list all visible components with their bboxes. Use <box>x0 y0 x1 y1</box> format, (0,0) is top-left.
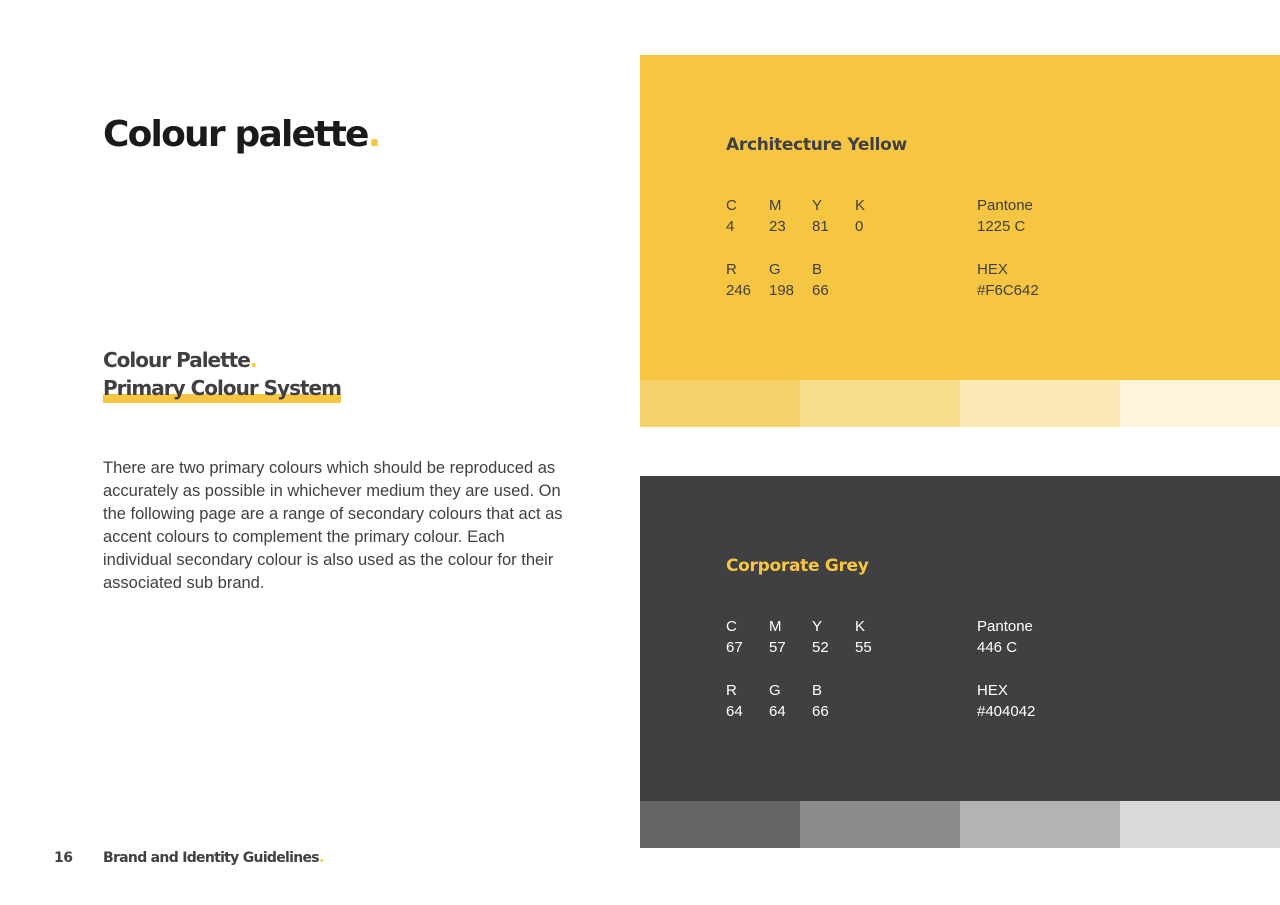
spec-label: G <box>769 682 781 699</box>
spec-cmyk-y <box>812 195 829 237</box>
spec-value: 81 <box>812 218 829 235</box>
section-heading-dot: . <box>249 348 257 372</box>
tint-swatch-60 <box>800 380 960 427</box>
spec-value: 52 <box>812 639 829 656</box>
spec-label: R <box>726 682 737 699</box>
spec-value: 246 <box>726 282 752 299</box>
swatch-main-block <box>640 476 1280 801</box>
tint-strip <box>640 801 1280 848</box>
page-number: 16 <box>54 850 73 866</box>
spec-cmyk-c <box>726 616 743 658</box>
spec-label: B <box>812 261 823 278</box>
tint-swatch-80 <box>640 801 800 848</box>
tint-swatch-80 <box>640 380 800 427</box>
page-title-text: Colour palette <box>103 114 368 155</box>
swatch-name: Architecture Yellow <box>726 135 907 155</box>
tint-swatch-20 <box>1120 801 1280 848</box>
spec-cmyk-m <box>769 195 786 237</box>
spec-rgb-g <box>769 680 786 722</box>
swatch-card-architecture-yellow <box>640 55 1280 427</box>
spec-label: C <box>726 618 737 635</box>
spec-value: 23 <box>769 218 786 235</box>
swatch-card-corporate-grey <box>640 476 1280 848</box>
spec-cmyk-y <box>812 616 829 658</box>
spec-label: M <box>769 197 782 214</box>
spec-label: HEX <box>977 261 1008 278</box>
spec-value: 57 <box>769 639 786 656</box>
spec-rgb-r <box>726 680 743 722</box>
spec-value: 66 <box>812 703 829 720</box>
spec-pantone <box>977 195 1033 237</box>
tint-swatch-20 <box>1120 380 1280 427</box>
spec-value: 0 <box>855 218 864 235</box>
spec-value: 1225 C <box>977 218 1026 235</box>
spec-label: HEX <box>977 682 1008 699</box>
spec-hex <box>977 259 1039 301</box>
intro-paragraph: There are two primary colours which should be reproduced as accurately as possible in whichever medium they are used. On the following page are a range of secondary colours that act as accent colours to complement the primary colour. Each individual secondary colour is also used as the colour for their associated sub brand. <box>103 459 563 592</box>
swatch-main-block <box>640 55 1280 380</box>
spec-label: Y <box>812 197 823 214</box>
footer-label-text: Brand and Identity Guidelines <box>103 850 319 866</box>
tint-swatch-40 <box>960 801 1120 848</box>
spec-label: K <box>855 197 866 214</box>
spec-cmyk-k <box>855 616 872 658</box>
section-heading-line1 <box>103 346 341 374</box>
swatch-name: Corporate Grey <box>726 556 869 576</box>
spec-pantone <box>977 616 1033 658</box>
section-subheading-line <box>103 374 341 402</box>
spec-value: 67 <box>726 639 743 656</box>
spec-cmyk-c <box>726 195 737 237</box>
footer-label <box>103 850 324 866</box>
footer-label-dot: . <box>318 850 324 866</box>
section-subheading: Primary Colour System <box>103 376 341 400</box>
spec-hex <box>977 680 1035 722</box>
spec-label: K <box>855 618 866 635</box>
spec-rgb-g <box>769 259 794 301</box>
spec-label: Y <box>812 618 823 635</box>
page-title-dot: . <box>367 114 380 155</box>
spec-value: 55 <box>855 639 872 656</box>
spec-value: 198 <box>769 282 795 299</box>
spec-value: #F6C642 <box>977 282 1039 299</box>
spec-value: #404042 <box>977 703 1036 720</box>
section-heading-text: Colour Palette <box>103 348 250 372</box>
spec-label: R <box>726 261 737 278</box>
section-heading <box>103 346 341 402</box>
spec-label: C <box>726 197 737 214</box>
spec-value: 64 <box>769 703 786 720</box>
spec-cmyk-m <box>769 616 786 658</box>
spec-value: 4 <box>726 218 735 235</box>
spec-rgb-b <box>812 259 829 301</box>
spec-label: M <box>769 618 782 635</box>
spec-value: 64 <box>726 703 743 720</box>
tint-swatch-60 <box>800 801 960 848</box>
spec-label: Pantone <box>977 618 1033 635</box>
spec-cmyk-k <box>855 195 865 237</box>
spec-rgb-b <box>812 680 829 722</box>
spec-value: 446 C <box>977 639 1018 656</box>
spec-value: 66 <box>812 282 829 299</box>
spec-rgb-r <box>726 259 751 301</box>
tint-swatch-40 <box>960 380 1120 427</box>
spec-label: G <box>769 261 781 278</box>
spec-label: B <box>812 682 823 699</box>
page-title <box>103 112 379 158</box>
spec-label: Pantone <box>977 197 1033 214</box>
tint-strip <box>640 380 1280 427</box>
